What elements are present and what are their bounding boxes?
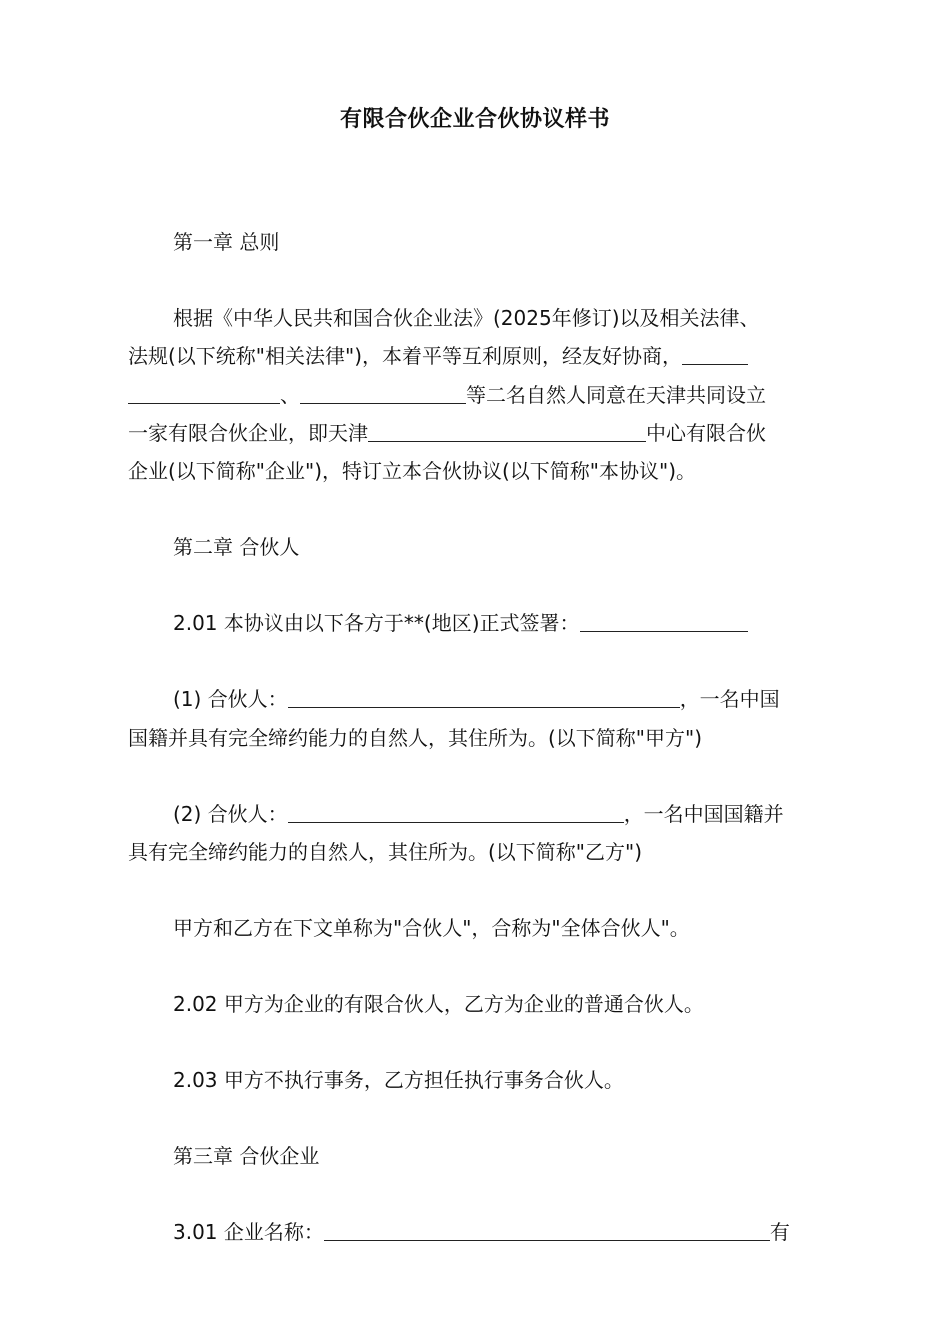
- paragraph-1-line-3-text: 等二名自然人同意在天津共同设立: [466, 383, 766, 407]
- partner-2-tail: ，一名中国国籍并: [623, 802, 784, 826]
- section-2-01: [173, 612, 748, 634]
- fill-in-blank: [580, 613, 748, 632]
- fill-in-blank: [300, 385, 466, 404]
- paragraph-1-line-2: [128, 345, 748, 367]
- fill-in-blank: [128, 385, 280, 404]
- section-2-02: 2.02 甲方为企业的有限合伙人，乙方为企业的普通合伙人。: [173, 992, 704, 1016]
- section-2-01-text: 2.01 本协议由以下各方于**(地区)正式签署：: [173, 611, 580, 635]
- paragraph-1-line-2-text: 法规(以下统称"相关法律")，本着平等互利原则，经友好协商，: [128, 344, 683, 368]
- section-3-01: [173, 1221, 790, 1243]
- fill-in-blank: [368, 423, 646, 442]
- partner-2-label: (2) 合伙人：: [173, 802, 288, 826]
- partner-1-tail: ，一名中国: [679, 687, 780, 711]
- chapter-3-heading: 第三章 合伙企业: [173, 1144, 320, 1168]
- paragraph-1-line-4: [128, 422, 766, 444]
- partner-2-line-2: 具有完全缔约能力的自然人，其住所为。(以下简称"乙方"): [128, 840, 643, 864]
- paragraph-1-line-5: 企业(以下简称"企业")，特订立本合伙协议(以下简称"本协议")。: [128, 459, 697, 483]
- section-2-03: 2.03 甲方不执行事务，乙方担任执行事务合伙人。: [173, 1068, 624, 1092]
- partner-1-line-2: 国籍并具有完全缔约能力的自然人，其住所为。(以下简称"甲方"): [128, 726, 703, 750]
- chapter-1-heading: 第一章 总则: [173, 230, 280, 254]
- section-3-01-tail: 有: [769, 1220, 790, 1244]
- section-3-01-label: 3.01 企业名称：: [173, 1220, 324, 1244]
- partner-2-line-1: [173, 803, 784, 825]
- paragraph-1-line-4-text: 一家有限合伙企业，即天津: [128, 421, 368, 445]
- collective-definition: 甲方和乙方在下文单称为"合伙人"，合称为"全体合伙人"。: [173, 916, 690, 940]
- fill-in-blank: [682, 346, 748, 365]
- fill-in-blank: [324, 1222, 770, 1241]
- paragraph-1-line-1: 根据《中华人民共和国合伙企业法》(2025年修订)以及相关法律、: [173, 306, 760, 330]
- fill-in-blank: [288, 689, 680, 708]
- chapter-2-heading: 第二章 合伙人: [173, 535, 300, 559]
- paragraph-1-line-4-tail: 中心有限合伙: [646, 421, 766, 445]
- partner-1-line-1: [173, 688, 780, 710]
- paragraph-1-line-3: [128, 384, 766, 406]
- partner-1-label: (1) 合伙人：: [173, 687, 288, 711]
- document-title: 有限合伙企业合伙协议样书: [339, 107, 610, 132]
- fill-in-blank: [288, 804, 624, 823]
- separator-text: 、: [280, 383, 300, 407]
